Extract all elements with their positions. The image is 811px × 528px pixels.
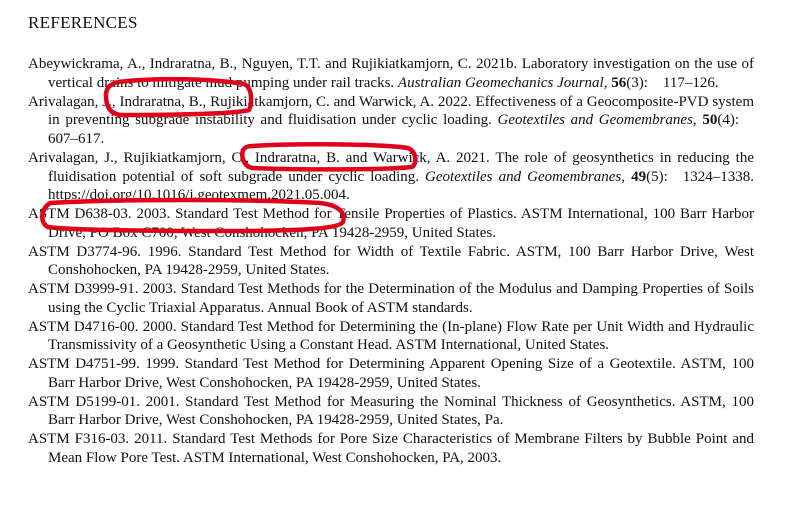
reference-entry: ASTM D4751-99. 1999. Standard Test Method for Determining Apparent Opening Size of a Geotextile. ASTM, 100 Barr Harbor Drive, West Conshohocken, PA 19428-2959, United States. — [28, 356, 754, 391]
separator: , — [603, 74, 612, 91]
reference-entry: ASTM D638-03. 2003. Standard Test Method for Tensile Properties of Plastics. ASTM International, 100 Barr Harbor Drive, PO Box C700, West Conshohocken, PA 19428-2959, United States. — [28, 206, 754, 241]
reference-entry — [28, 149, 754, 205]
issue-pages: (3): 117–126. — [626, 74, 719, 91]
volume-number: 49 — [631, 168, 647, 185]
reference-entry — [28, 93, 754, 149]
references-heading: REFERENCES — [28, 13, 138, 32]
volume-number: 56 — [611, 74, 627, 91]
reference-entry: ASTM F316-03. 2011. Standard Test Methods for Pore Size Characteristics of Membrane Filters by Bubble Point and Mean Flow Pore Test. ASTM International, West Conshohocken, PA, 2003. — [28, 431, 754, 466]
reference-list — [28, 55, 754, 468]
separator: , — [621, 168, 632, 185]
reference-entry — [28, 55, 754, 93]
reference-entry: ASTM D3999-91. 2003. Standard Test Methods for the Determination of the Modulus and Damping Properties of Soils using the Cyclic Triaxial Apparatus. Annual Book of ASTM standards. — [28, 281, 754, 316]
reference-authors-title: Arivalagan, J., Indraratna, B., Rujikiatkamjorn, C. and Warwick, A. 2022. Effectiveness of a Geocomposite-PVD system in preventing subgrade instability and fluidisation under cyclic loading. — [28, 93, 754, 129]
journal-name: Geotextiles and Geomembranes — [425, 168, 622, 185]
reference-authors-title: Arivalagan, J., Rujikiatkamjorn, C., Indraratna, B. and Warwick, A. 2021. The role of geosynthetics in reducing the fluidisation potential of soft subgrade under cyclic loading. — [28, 149, 754, 185]
reference-entry: ASTM D4716-00. 2000. Standard Test Method for Determining the (In-plane) Flow Rate per Unit Width and Hydraulic Transmissivity of a Geosynthetic Using a Constant Head. ASTM International, United States. — [28, 318, 754, 354]
separator: , — [692, 112, 703, 129]
issue-pages: (4): 607–617. — [48, 112, 754, 147]
volume-number: 50 — [702, 112, 718, 129]
reference-authors-title: Abeywickrama, A., Indraratna, B., Nguyen, T.T. and Rujikiatkamjorn, C. 2021b. Laboratory investigation on the use of vertical drains to mitigate mud pumping under rail tracks. — [28, 56, 754, 91]
reference-entry: ASTM D3774-96. 1996. Standard Test Method for Width of Textile Fabric. ASTM, 100 Barr Harbor Drive, West Conshohocken, PA 19428-2959, United States. — [28, 243, 754, 279]
issue-pages-doi: (5): 1324–1338. https://doi.org/10.1016/j.geotexmem.2021.05.004. — [48, 168, 754, 204]
journal-name: Geotextiles and Geomembranes — [497, 112, 693, 129]
journal-name: Australian Geomechanics Journal — [397, 74, 604, 91]
reference-entry: ASTM D5199-01. 2001. Standard Test Method for Measuring the Nominal Thickness of Geosynthetics. ASTM, 100 Barr Harbor Drive, West Conshohocken, PA 19428-2959, United States, Pa. — [28, 393, 754, 429]
